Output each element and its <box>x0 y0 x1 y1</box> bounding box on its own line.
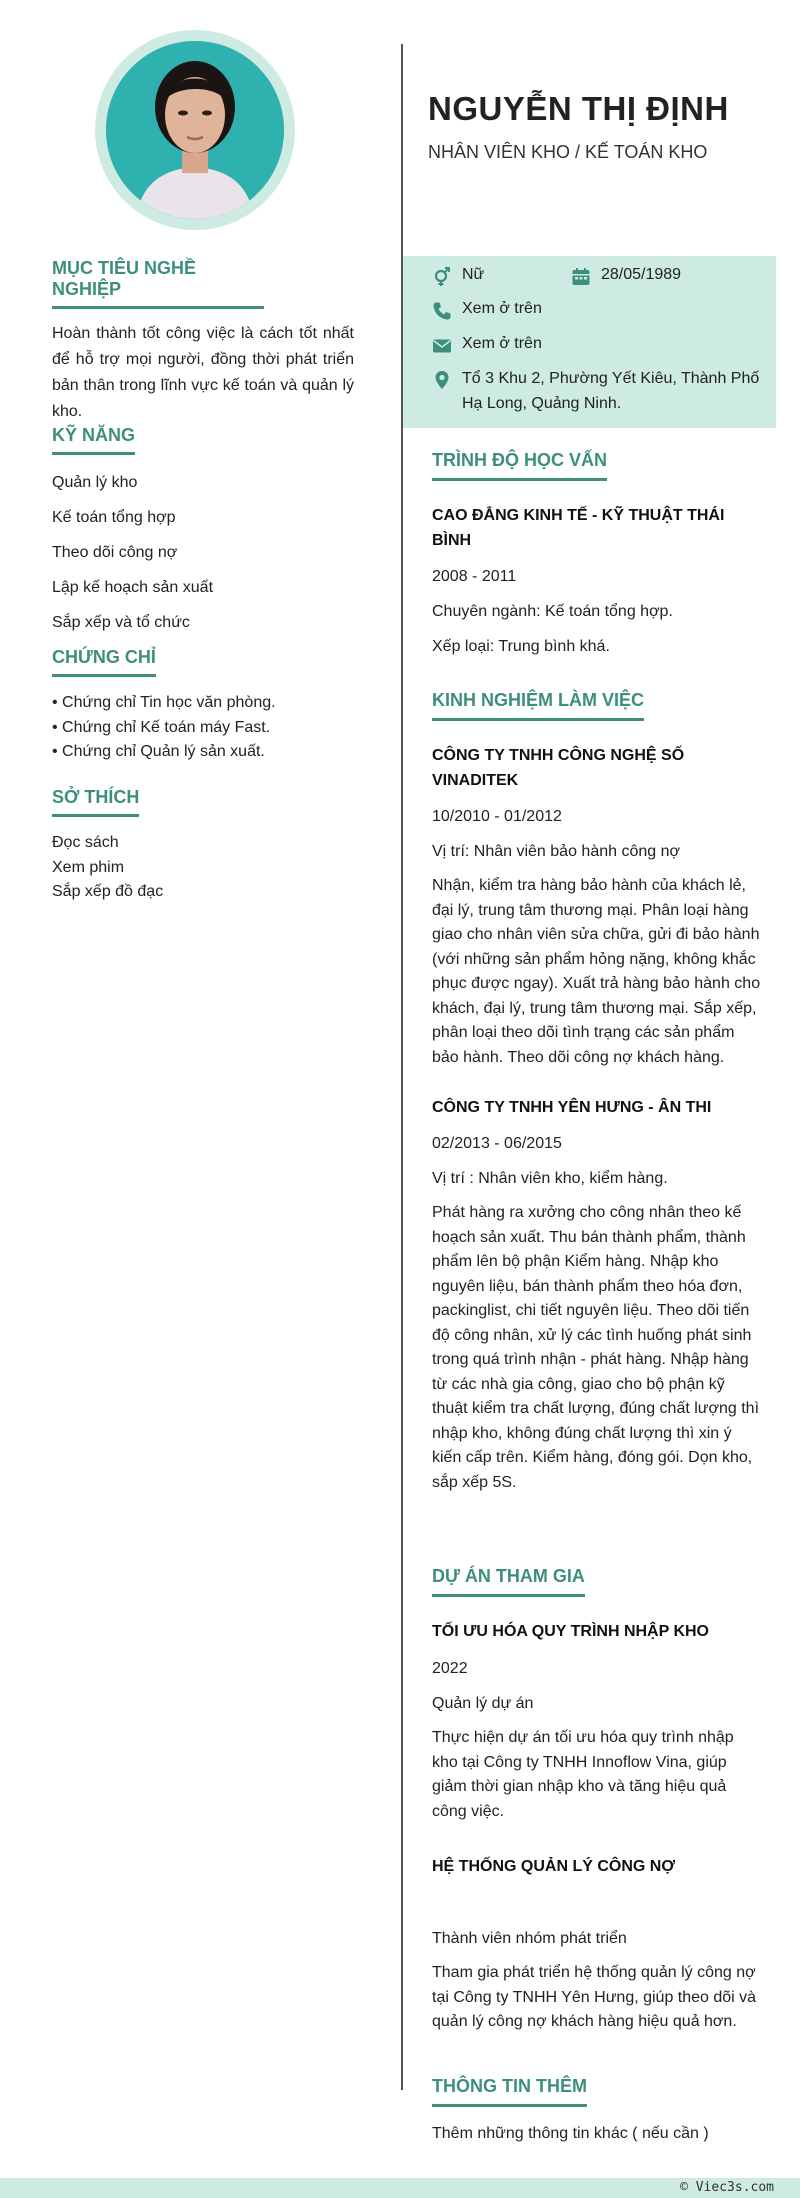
job-company: CÔNG TY TNHH CÔNG NGHỆ SỐ VINADITEK <box>432 747 685 789</box>
objective-text: Hoàn thành tốt công việc là cách tốt nhất để hỗ trợ mọi người, đồng thời phát triển bản thân trong lĩnh vực kế toán và quản lý kho. <box>52 325 354 420</box>
additional-text: Thêm những thông tin khác ( nếu cần ) <box>432 2125 709 2142</box>
additional-title: THÔNG TIN THÊM <box>432 2076 587 2107</box>
projects-title: DỰ ÁN THAM GIA <box>432 1566 585 1597</box>
candidate-role: NHÂN VIÊN KHO / KẾ TOÁN KHO <box>428 142 708 162</box>
skill-item: Theo dõi công nợ <box>52 544 178 561</box>
education-school: CAO ĐẲNG KINH TẾ - KỸ THUẬT THÁI BÌNH <box>432 507 725 549</box>
certificate-item: • Chứng chỉ Quản lý sản xuất. <box>52 743 265 760</box>
experience-title: KINH NGHIỆM LÀM VIỆC <box>432 690 644 721</box>
job-description: Nhận, kiểm tra hàng bảo hành của khách lẻ, đại lý, trung tâm thương mại. Phân loại hàng giao cho nhân viên sửa chữa, gửi đi bảo hành (với những sản phẩm hỏng nặng, không khắc phục được ngay). Xuất trả hàng bảo hành cho khách, đại lý, trung tâm thương mại. Sắp xếp, phân loại theo dõi tình trạng các sản phẩm bảo hành. Theo dõi công nợ khách hàng. <box>432 877 761 1066</box>
education-section <box>432 450 762 659</box>
job-period: 10/2010 - 01/2012 <box>432 808 562 825</box>
skill-item: Sắp xếp và tổ chức <box>52 614 190 631</box>
project-year <box>432 1891 762 1916</box>
avatar-ring <box>95 30 295 230</box>
job-position: Vị trí: Nhân viên bảo hành công nợ <box>432 843 680 860</box>
skill-item: Lập kế hoạch sản xuất <box>52 579 214 596</box>
skills-section <box>52 425 354 640</box>
phone-icon <box>432 301 452 321</box>
job-entry <box>432 743 762 1070</box>
certificate-item: • Chứng chỉ Kế toán máy Fast. <box>52 718 271 736</box>
footer-watermark: © Viec3s.com <box>680 2180 774 2195</box>
birthdate-value: 28/05/1989 <box>601 266 682 283</box>
envelope-icon <box>432 336 452 356</box>
project-entry <box>432 1854 762 2035</box>
contact-address <box>432 369 762 416</box>
skill-item: Quản lý kho <box>52 474 138 491</box>
hobbies-list <box>52 831 354 905</box>
job-company: CÔNG TY TNHH YÊN HƯNG - ÂN THI <box>432 1099 712 1116</box>
map-pin-icon <box>432 370 452 390</box>
skills-list <box>52 465 354 640</box>
certificates-title: CHỨNG CHỈ <box>52 647 156 677</box>
avatar <box>106 41 284 219</box>
contact-gender <box>432 266 484 287</box>
additional-section <box>432 2076 762 2146</box>
project-description: Tham gia phát triển hệ thống quản lý công nợ tại Công ty TNHH Yên Hưng, giúp theo dõi và quản lý công nợ khách hàng hiệu quả hơn. <box>432 1964 757 2030</box>
contact-email <box>432 335 542 356</box>
hobby-item: Xem phim <box>52 858 125 876</box>
phone-value: Xem ở trên <box>462 300 542 317</box>
objective-title: MỤC TIÊU NGHỀ NGHIỆP <box>52 258 264 309</box>
hobbies-title: SỞ THÍCH <box>52 787 139 817</box>
experience-section <box>432 690 762 1495</box>
job-position: Vị trí : Nhân viên kho, kiểm hàng. <box>432 1170 668 1187</box>
job-entry <box>432 1095 762 1495</box>
footer-bar <box>0 2178 800 2198</box>
project-role: Quản lý dự án <box>432 1695 534 1712</box>
certificates-section <box>52 647 354 765</box>
job-period: 02/2013 - 06/2015 <box>432 1135 562 1152</box>
email-value: Xem ở trên <box>462 335 542 352</box>
project-role: Thành viên nhóm phát triển <box>432 1930 627 1947</box>
project-name: TỐI ƯU HÓA QUY TRÌNH NHẬP KHO <box>432 1623 709 1640</box>
skills-title: KỸ NĂNG <box>52 425 135 455</box>
job-description: Phát hàng ra xưởng cho công nhân theo kế hoạch sản xuất. Thu bán thành phẩm, thành phẩm lên bộ phận Kiểm hàng. Nhập kho nguyên liệu, bán thành phẩm theo hóa đơn, packinglist, chi tiết nguyên liệu. Theo dõi tiến độ công nhân, xử lý các tình huống phát sinh trong quá trình nhận - phát hàng. Nhập hàng từ các nhà gia công, giao cho bộ phận kỹ thuật kiểm tra chất lượng, đúng chất lượng thì nhập kho, không đúng chất lượng thì xin ý kiến cấp trên. Kiểm hàng, đóng gói. Dọn kho, sắp xếp 5S. <box>432 1204 760 1491</box>
objective-section <box>52 258 354 425</box>
candidate-name: NGUYỄN THỊ ĐỊNH <box>428 90 729 127</box>
education-major: Chuyên ngành: Kế toán tổng hợp. <box>432 603 673 620</box>
education-grade: Xếp loại: Trung bình khá. <box>432 638 610 655</box>
certificates-list <box>52 691 354 765</box>
education-title: TRÌNH ĐỘ HỌC VẤN <box>432 450 607 481</box>
projects-section <box>432 1566 762 2035</box>
contact-birthdate <box>571 266 681 287</box>
project-name: HỆ THỐNG QUẢN LÝ CÔNG NỢ <box>432 1858 675 1875</box>
project-entry <box>432 1619 762 1824</box>
hobbies-section <box>52 787 354 905</box>
hobby-item: Sắp xếp đồ đạc <box>52 883 164 900</box>
address-value: Tổ 3 Khu 2, Phường Yết Kiêu, Thành Phố Hạ Long, Quảng Ninh. <box>462 370 760 412</box>
hobby-item: Đọc sách <box>52 834 119 851</box>
contact-phone <box>432 300 542 321</box>
project-description: Thực hiện dự án tối ưu hóa quy trình nhập kho tại Công ty TNHH Innoflow Vina, giúp giảm thời gian nhập kho và tăng hiệu quả công việc. <box>432 1729 734 1820</box>
skill-item: Kế toán tổng hợp <box>52 509 176 526</box>
gender-value: Nữ <box>462 266 485 283</box>
education-period: 2008 - 2011 <box>432 568 517 585</box>
gender-icon <box>432 267 452 287</box>
certificate-item: • Chứng chỉ Tin học văn phòng. <box>52 694 276 711</box>
project-year: 2022 <box>432 1660 468 1677</box>
contact-panel <box>403 256 776 428</box>
calendar-icon <box>571 267 591 287</box>
avatar-portrait <box>106 41 284 219</box>
